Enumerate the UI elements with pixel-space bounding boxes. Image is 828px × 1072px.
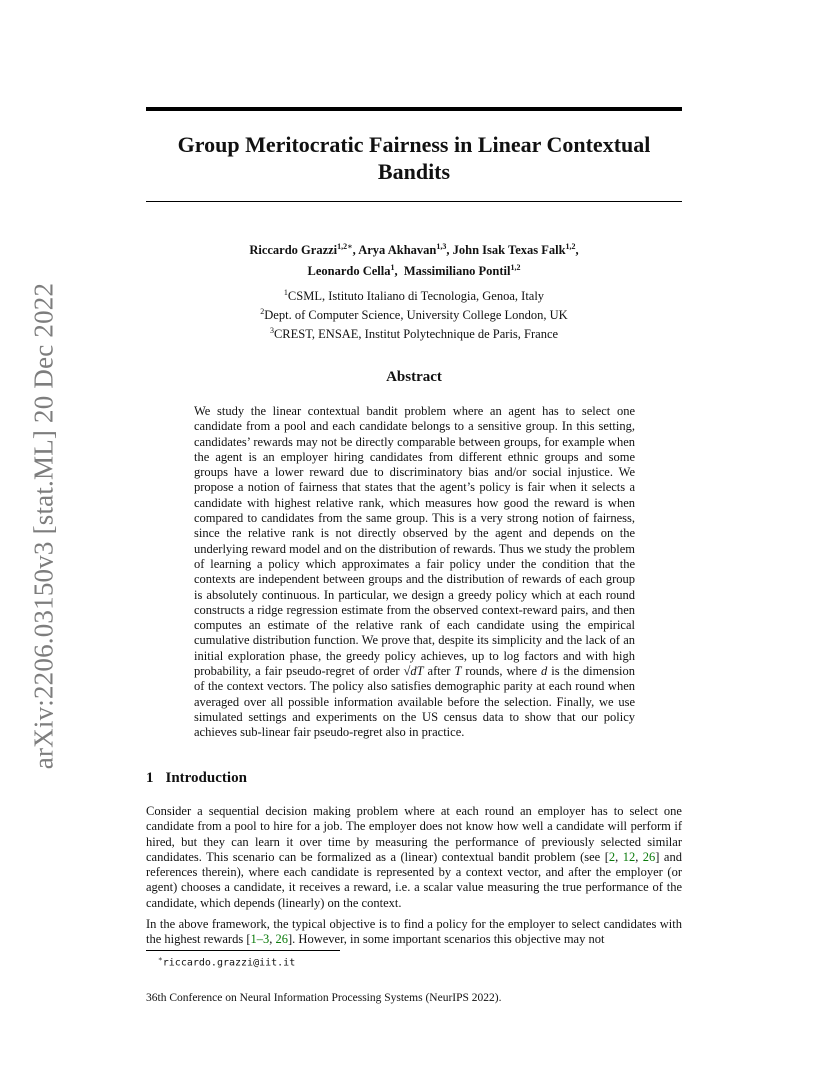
citation-link[interactable]: 26 <box>642 849 656 864</box>
citation-link[interactable]: 2 <box>608 849 616 864</box>
author-affiliation-mark: 1,2∗ <box>337 242 353 251</box>
title-bottom-rule <box>146 201 682 202</box>
abstract-heading: Abstract <box>386 369 442 385</box>
math-d: d <box>541 664 548 679</box>
author-list: Riccardo Grazzi$^{1,2∗}$, Arya Akhavan$^{1,3}$, John Isak Texas Falk$^{1,2}$, Leonardo Cella$^1$, Massimiliano Pontil$^{1,2}$ <box>249 242 579 279</box>
author-name: Arya Akhavan <box>358 243 437 258</box>
body-paragraph: Consider a sequential decision making problem where at each round an employer has to select one candidate from a pool to hire for a job. The employer does not know how well a candidate will perform if hired, but they can learn it over time by measuring the performance of previously selected similar candidates. This scenario can be formalized as a (linear) contextual bandit problem (see [2, 12, 26] and references therein), where each candidate is represented by a context vector, and after the employer (or agent) chooses a candidate, it receives a reward, i.e. a scalar value measuring the true performance of the candidate, which depends (linearly) on the context. <box>146 804 682 910</box>
section-number: 1 <box>146 770 154 786</box>
abstract-paragraph: We study the linear contextual bandit problem where an agent has to select one candidate from a pool and each candidate belongs to a sensitive group. In this setting, candidates’ rewards may not be directly comparable between groups, for example when the agent is an employer hiring candidates from different ethnic groups and some groups have a lower reward due to discriminatory bias and/or social injustice. We propose a notion of fairness that states that the agent’s policy is fair when it selects a candidate with highest relative rank, which measures how good the reward is when compared to candidates from the same group. This is a very strong notion of fairness, since the relative rank is not directly observed by the agent and depends on the underlying reward model and on the distribution of rewards. Thus we study the problem of learning a policy which approximates a fair policy under the condition that the contexts are independent between groups and the distribution of rewards of each group is absolutely continuous. In particular, we design a greedy policy which at each round constructs a ridge regression estimate from the observed context-reward pairs, and then computes an estimate of the relative rank of each candidate using the empirical cumulative distribution function. We prove that, despite its simplicity and the lack of an initial exploration phase, the greedy policy achieves, up to log factors and with high probability, a fair pseudo-regret of order √dT after T rounds, where d is the dimension of the context vectors. The policy also satisfies demographic parity at each round when averaged over all possible information available before the selection. Finally, we use simulated settings and experiments on the US census data to show that our policy achieves sub-linear fair pseudo-regret also in practice. <box>194 404 635 740</box>
venue-footer: 36th Conference on Neural Information Processing Systems (NeurIPS 2022). <box>146 992 502 1004</box>
affiliation-line: $^2$Dept. of Computer Science, University College London, UK <box>260 307 568 323</box>
citation-link[interactable]: 12 <box>622 849 636 864</box>
paper-title: Group Meritocratic Fairness in Linear Contextual Bandits <box>177 132 651 184</box>
footnote-email: riccardo.grazzi@iit.it <box>162 957 296 969</box>
footnote-rule <box>146 950 340 951</box>
author-affiliation-mark: 1,3 <box>436 242 447 251</box>
author-name: John Isak Texas Falk <box>452 243 566 258</box>
math-sqrt-dT: √dT <box>403 664 424 679</box>
affiliation-line: $^3$CREST, ENSAE, Institut Polytechnique de Paris, France <box>269 326 559 342</box>
author-name: Massimiliano Pontil <box>403 264 511 279</box>
abstract-body <box>194 404 635 741</box>
citation-link[interactable]: 26 <box>275 932 288 947</box>
title-top-rule <box>146 107 682 111</box>
affiliation-list <box>146 285 682 342</box>
body-paragraph: In the above framework, the typical objective is to find a policy for the employer to select candidates with the highest rewards [1–3, 26]. However, in some important scenarios this objective may not <box>146 917 682 947</box>
section-heading-introduction <box>146 770 247 787</box>
author-name: Leonardo Cella <box>307 264 391 279</box>
section-title: Introduction <box>165 770 247 786</box>
arxiv-identifier-text: arXiv:2206.03150v3 [stat.ML] 20 Dec 2022 <box>28 282 59 770</box>
footnote-mark: ∗ <box>158 955 163 963</box>
footnote <box>158 955 295 968</box>
arxiv-side-identifier <box>22 278 66 774</box>
math-T: T <box>454 664 462 679</box>
author-name: Riccardo Grazzi <box>249 243 338 258</box>
author-affiliation-mark: 1,2 <box>565 242 576 251</box>
author-affiliation-mark: 1,2 <box>510 263 521 273</box>
author-affiliation-mark: 1 <box>390 263 395 273</box>
citation-link[interactable]: 1–3 <box>250 932 270 947</box>
introduction-body <box>146 804 682 954</box>
affiliation-line: $^1$CSML, Istituto Italiano di Tecnologia, Genoa, Italy <box>283 288 545 304</box>
